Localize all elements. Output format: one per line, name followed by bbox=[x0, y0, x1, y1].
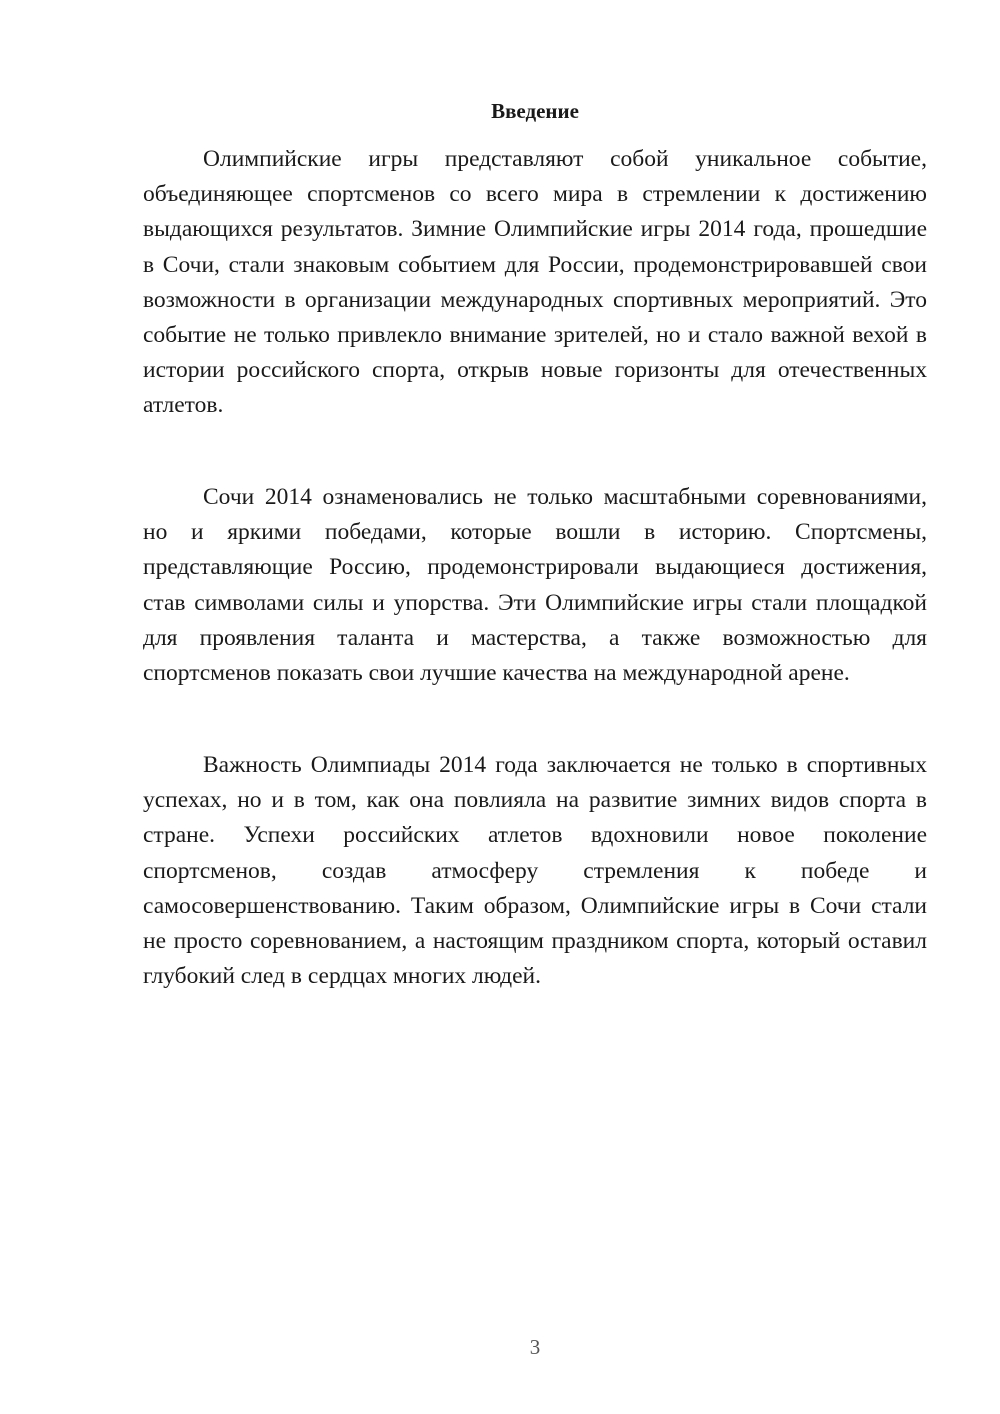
page-number: 3 bbox=[529, 1335, 541, 1359]
paragraph-1: Олимпийские игры представляют собой уникальное событие, объединяющее спортсменов со всего мира в стремлении к достижению выдающихся результатов. Зимние Олимпийские игры 2014 года, прошедшие в Сочи, стали знаковым событием для России, продемонстрировавшей свои возможности в организации международных спортивных мероприятий. Это событие не только привлекло внимание зрителей, но и стало важной вехой в истории российского спорта, открыв новые горизонты для отечественных атлетов. bbox=[143, 146, 927, 419]
paragraph-2: Сочи 2014 ознаменовались не только масштабными соревнованиями, но и яркими победами, которые вошли в историю. Спортсмены, представляющие Россию, продемонстрировали выдающиеся достижения, став символами силы и упорства. Эти Олимпийские игры стали площадкой для проявления таланта и мастерства, а также возможностью для спортсменов показать свои лучшие качества на международной арене. bbox=[143, 484, 927, 687]
paragraph-3: Важность Олимпиады 2014 года заключается не только в спортивных успехах, но и в том, как она повлияла на развитие зимних видов спорта в стране. Успехи российских атлетов вдохновили новое поколение спортсменов, создав атмосферу стремления к победе и самосовершенствованию. Таким образом, Олимпийские игры в Сочи стали не просто соревнованием, а настоящим праздником спорта, который оставил глубокий след в сердцах многих людей. bbox=[143, 752, 927, 990]
section-heading: Введение bbox=[491, 99, 579, 123]
